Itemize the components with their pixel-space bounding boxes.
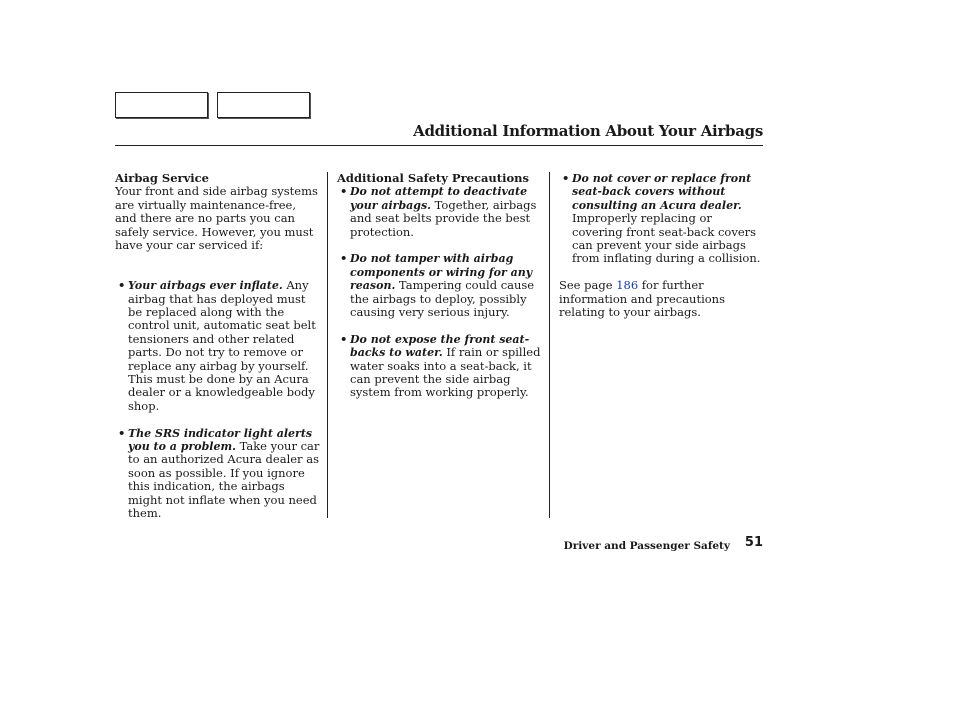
bullet-icon: • [562,171,570,185]
bullet-text: If rain or spilled water soaks into a seat-back, it can prevent the side airbag system from working properly. [350,345,541,400]
column-airbag-service [115,172,320,521]
bullet-icon: • [340,184,348,199]
page-number: 51 [744,535,763,550]
column-continued [559,172,763,319]
section-heading-airbag-service: Airbag Service [115,171,209,185]
list-item [337,185,543,239]
list-item [337,252,543,319]
list-item [115,427,320,521]
bullet-icon: • [340,331,348,346]
bullet-text: Any airbag that has deployed must be replaced along with the control unit, automatic seat belt tensioners and other related parts. Do not try to remove or replace any airbag by yourself. This must be done by an Acura dealer or a knowledgeable body shop. [128,278,316,413]
airbag-service-intro: Your front and side airbag systems are virtually maintenance-free, and there are no parts you can safely service. However, you must have your car serviced if: [115,184,318,253]
nav-tab-box-2[interactable] [217,92,310,118]
list-item [115,279,320,413]
section-heading-safety-precautions: Additional Safety Precautions [337,171,529,185]
column-divider [327,172,328,518]
bullet-lead: Do not cover or replace front seat-back covers without consulting an Acura dealer. [572,172,752,212]
bullet-icon: • [340,251,348,266]
bullet-lead: Do not attempt to deactivate your airbags. [350,185,528,212]
bullet-text: Improperly replacing or covering front seat-back covers can prevent your side airbags from inflating during a collision. [572,211,761,266]
bullet-lead: Do not tamper with airbag components or wiring for any reason. [350,252,533,293]
page-link-186[interactable]: 186 [616,278,639,293]
column-safety-precautions [337,172,543,400]
bullet-icon: • [118,278,126,293]
bullet-text: Tampering could cause the airbags to deploy, possibly causing very serious injury. [350,278,535,320]
page-title: Additional Information About Your Airbags [413,122,763,140]
bullet-lead: The SRS indicator light alerts you to a problem. [128,426,313,454]
bullet-lead: Your airbags ever inflate. [128,279,283,293]
bullet-lead: Do not expose the front seat-backs to water. [350,332,530,360]
bullet-text: Take your car to an authorized Acura dealer as soon as possible. If you ignore this indication, the airbags might not inflate when you need them. [128,439,320,521]
list-item [559,172,763,266]
footer-section-label: Driver and Passenger Safety [563,540,730,552]
nav-tab-box-1[interactable] [115,92,208,118]
column-divider [549,172,550,518]
list-item [337,333,543,400]
bullet-text: Together, airbags and seat belts provide the best protection. [350,197,537,239]
title-rule [115,145,763,146]
see-page-reference: See page 186 for further information and precautions relating to your airbags. [559,278,725,320]
bullet-icon: • [118,425,126,440]
